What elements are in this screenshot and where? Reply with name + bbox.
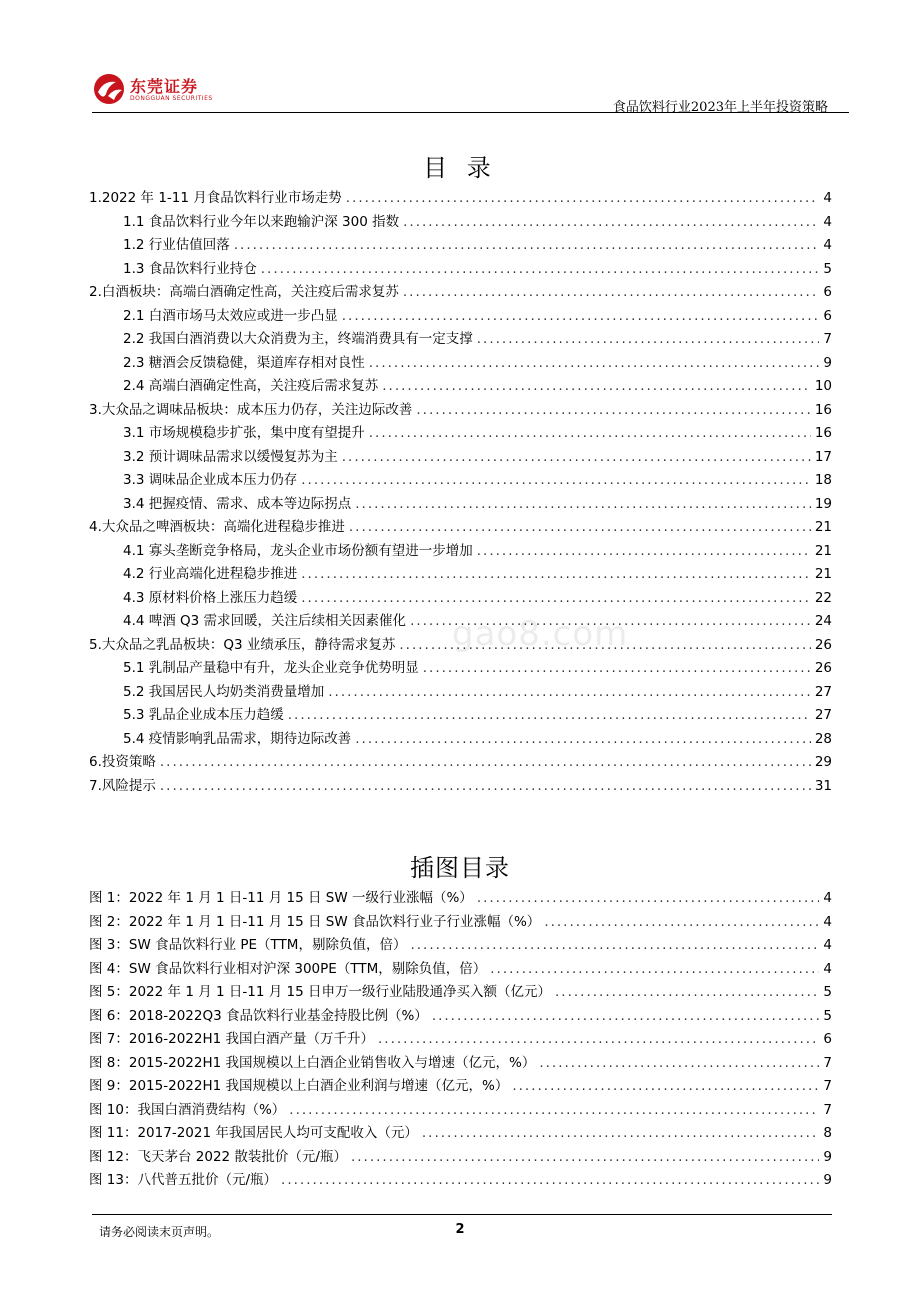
figure-entry-page: 4 [823,913,832,930]
toc-entry-label: 3.3 调味品企业成本压力仍存 [123,472,298,488]
toc-entry-leader-dots [349,519,811,535]
toc-entry-label: 5.3 乳品企业成本压力趋缓 [123,707,284,723]
toc-entry[interactable] [89,374,832,398]
toc-entry-leader-dots [160,778,811,794]
figure-entry-label: 图 12：飞天茅台 2022 散装批价（元/瓶） [89,1148,347,1165]
toc-entry-leader-dots [355,731,811,747]
list-of-figures [89,886,832,1192]
toc-entry-label: 5.大众品之乳品板块：Q3 业绩承压，静待需求复苏 [89,636,396,653]
toc-entry-leader-dots [301,566,811,582]
toc-entry-page: 26 [814,636,832,653]
toc-entry-leader-dots [261,261,820,277]
toc-entry-leader-dots [477,543,811,559]
figure-entry-leader-dots [490,961,819,977]
figure-entry[interactable] [89,933,832,957]
figure-entry-label: 图 5：2022 年 1 月 1 日-11 月 15 日申万一级行业陆股通净买入额（亿元） [89,984,551,1000]
toc-entry-label: 3.大众品之调味品板块：成本压力仍存，关注边际改善 [89,401,413,418]
figure-entry-leader-dots [378,1031,819,1047]
toc-entry-page: 22 [814,589,832,606]
figure-entry-page: 4 [823,937,832,953]
toc-entry-page: 7 [823,331,832,347]
company-logo [92,70,222,110]
toc-entry[interactable] [89,304,832,328]
toc-entry-leader-dots [369,355,820,371]
figure-entry[interactable] [89,1098,832,1122]
figure-entry-page: 5 [823,1007,832,1024]
toc-entry[interactable] [89,680,832,704]
toc-entry-label: 1.3 食品饮料行业持仓 [123,260,257,277]
toc-entry[interactable] [89,398,832,422]
figure-entry-leader-dots [410,937,819,953]
toc-entry-label: 2.4 高端白酒确定性高，关注疫后需求复苏 [123,378,379,394]
toc-entry-label: 1.2022 年 1-11 月食品饮料行业市场走势 [89,190,342,206]
toc-entry-label: 5.4 疫情影响乳品需求，期待边际改善 [123,730,352,747]
figure-entry[interactable] [89,910,832,934]
figure-entry-leader-dots [544,914,819,930]
header-divider [92,112,849,113]
figure-entry[interactable] [89,980,832,1004]
toc-entry-label: 5.2 我国居民人均奶类消费量增加 [123,683,325,700]
toc-entry-page: 6 [823,307,832,324]
toc-entry-leader-dots [328,684,811,700]
footer-disclaimer: 请务必阅读末页声明。 [99,1225,220,1239]
toc-entry-label: 2.1 白酒市场马太效应或进一步凸显 [123,307,338,324]
toc-entry-leader-dots [301,472,811,488]
toc-entry-page: 4 [823,213,832,230]
toc-entry-page: 10 [814,378,832,394]
toc-entry-label: 3.2 预计调味品需求以缓慢复苏为主 [123,448,338,465]
toc-entry[interactable] [89,280,832,304]
footer-divider [92,1214,832,1215]
toc-entry[interactable] [89,562,832,586]
figure-entry-label: 图 13：八代普五批价（元/瓶） [89,1172,278,1188]
toc-entry[interactable] [89,703,832,727]
logo-swirl-icon [92,72,126,106]
toc-entry-page: 16 [814,425,832,441]
toc-entry[interactable] [89,656,832,680]
toc-entry-page: 31 [814,777,832,794]
figure-entry-page: 5 [823,984,832,1000]
toc-entry-page: 6 [823,284,832,300]
toc-entry-label: 4.1 寡头垄断竞争格局，龙头企业市场份额有望进一步增加 [123,542,473,559]
toc-entry-leader-dots [416,402,810,418]
toc-entry-label: 4.4 啤酒 Q3 需求回暖，关注后续相关因素催化 [123,613,407,629]
page-number: 2 [455,1222,465,1237]
figure-entry-label: 图 7：2016-2022H1 我国白酒产量（万千升） [89,1031,374,1047]
toc-entry-label: 3.4 把握疫情、需求、成本等边际拐点 [123,495,352,512]
toc-entry-page: 21 [814,519,832,535]
toc-entry-label: 4.3 原材料价格上涨压力趋缓 [123,589,298,606]
toc-entry[interactable] [89,468,832,492]
toc-entry-page: 16 [814,401,832,418]
toc-entry-leader-dots [369,425,811,441]
figure-entry[interactable] [89,1074,832,1098]
figure-entry[interactable] [89,1027,832,1051]
toc-entry-page: 26 [814,660,832,676]
figure-entry-label: 图 3：SW 食品饮料行业 PE（TTM，剔除负值，倍） [89,937,407,953]
toc-entry-leader-dots [403,284,820,300]
toc-entry-label: 2.2 我国白酒消费以大众消费为主，终端消费具有一定支撑 [123,331,473,347]
toc-entry-page: 29 [814,754,832,770]
toc-entry[interactable] [89,351,832,375]
toc-entry[interactable] [89,327,832,351]
figure-entry-label: 图 2：2022 年 1 月 1 日-11 月 15 日 SW 食品饮料行业子行业涨幅（%） [89,913,541,930]
figure-entry-label: 图 1：2022 年 1 月 1 日-11 月 15 日 SW 一级行业涨幅（%） [89,890,473,906]
toc-entry[interactable] [89,233,832,257]
figure-entry-page: 4 [823,890,832,906]
logo-chinese-name: 东莞证券 [130,77,199,96]
figure-entry[interactable] [89,1168,832,1192]
toc-entry-leader-dots [234,237,820,253]
toc-entry-leader-dots [342,308,820,324]
report-header-title: 食品饮料行业2023年上半年投资策略 [612,100,828,115]
toc-entry-page: 19 [814,495,832,512]
toc-entry-page: 5 [823,260,832,277]
figure-entry-label: 图 11：2017-2021 年我国居民人均可支配收入（元） [89,1125,418,1141]
toc-entry[interactable] [89,774,832,798]
toc-entry-page: 21 [814,566,832,582]
toc-entry[interactable] [89,586,832,610]
figure-entry-page: 6 [823,1031,832,1047]
figure-entry-label: 图 10：我国白酒消费结构（%） [89,1101,286,1118]
table-of-contents [89,186,832,797]
figure-entry[interactable] [89,957,832,981]
toc-entry-leader-dots [477,331,820,347]
figure-entry-leader-dots [555,984,819,1000]
toc-entry-leader-dots [423,660,811,676]
figure-entry-label: 图 6：2018-2022Q3 食品饮料行业基金持股比例（%） [89,1007,428,1024]
figure-entry-leader-dots [351,1149,819,1165]
figure-entry[interactable] [89,1004,832,1028]
toc-entry-leader-dots [301,590,811,606]
toc-entry-leader-dots [342,449,811,465]
toc-entry-page: 18 [814,472,832,488]
toc-entry-page: 4 [823,237,832,253]
figure-entry-leader-dots [281,1172,819,1188]
figure-entry[interactable] [89,1121,832,1145]
toc-entry-page: 27 [814,683,832,700]
watermark: gao8.com [452,614,629,654]
toc-entry-leader-dots [403,214,819,230]
figure-entry-page: 9 [823,1172,832,1188]
toc-entry[interactable] [89,257,832,281]
figure-entry-page: 7 [823,1078,832,1094]
figure-list-title: 插图目录 [410,854,510,882]
figure-entry[interactable] [89,1051,832,1075]
figure-entry-page: 8 [823,1125,832,1141]
toc-entry[interactable] [89,515,832,539]
toc-entry-page: 21 [814,542,832,559]
toc-entry-leader-dots [355,496,811,512]
toc-entry[interactable] [89,186,832,210]
toc-entry-label: 1.1 食品饮料行业今年以来跑输沪深 300 指数 [123,213,400,230]
toc-entry-page: 17 [814,448,832,465]
toc-entry-leader-dots [346,190,820,206]
toc-entry[interactable] [89,539,832,563]
toc-entry-label: 4.大众品之啤酒板块：高端化进程稳步推进 [89,519,345,535]
toc-entry-label: 2.3 糖酒会反馈稳健，渠道库存相对良性 [123,354,365,371]
toc-entry-label: 5.1 乳制品产量稳中有升，龙头企业竞争优势明显 [123,660,419,676]
figure-entry-label: 图 4：SW 食品饮料行业相对沪深 300PE（TTM，剔除负值，倍） [89,960,487,977]
figure-entry-leader-dots [432,1008,820,1024]
toc-entry-label: 7.风险提示 [89,777,156,794]
toc-title: 目 录 [423,154,497,182]
toc-entry[interactable] [89,750,832,774]
figure-entry-page: 9 [823,1148,832,1165]
toc-entry-page: 24 [814,613,832,629]
toc-entry[interactable] [89,492,832,516]
toc-entry-label: 2.白酒板块：高端白酒确定性高，关注疫后需求复苏 [89,284,399,300]
toc-entry[interactable] [89,727,832,751]
figure-entry-leader-dots [422,1125,820,1141]
toc-entry[interactable] [89,445,832,469]
figure-entry-page: 7 [823,1054,832,1071]
toc-entry-page: 28 [814,730,832,747]
toc-entry-label: 3.1 市场规模稳步扩张，集中度有望提升 [123,425,365,441]
figure-entry-page: 4 [823,960,832,977]
figure-entry[interactable] [89,886,832,910]
toc-entry-page: 4 [823,190,832,206]
toc-entry-page: 27 [814,707,832,723]
toc-entry[interactable] [89,421,832,445]
logo-english-name: DONGGUAN SECURITIES [130,95,213,102]
toc-entry-page: 9 [823,354,832,371]
figure-entry-leader-dots [539,1055,819,1071]
toc-entry-label: 4.2 行业高端化进程稳步推进 [123,566,298,582]
figure-entry-label: 图 9：2015-2022H1 我国规模以上白酒企业利润与增速（亿元，%） [89,1078,509,1094]
toc-entry[interactable] [89,210,832,234]
toc-entry-label: 1.2 行业估值回落 [123,237,230,253]
figure-entry-label: 图 8：2015-2022H1 我国规模以上白酒企业销售收入与增速（亿元，%） [89,1054,536,1071]
toc-entry-leader-dots [288,707,811,723]
toc-entry-label: 6.投资策略 [89,754,156,770]
figure-entry-leader-dots [477,890,820,906]
figure-entry-leader-dots [512,1078,819,1094]
toc-entry-leader-dots [160,754,811,770]
figure-entry[interactable] [89,1145,832,1169]
toc-entry-leader-dots [382,378,811,394]
figure-entry-page: 7 [823,1101,832,1118]
figure-entry-leader-dots [289,1102,819,1118]
